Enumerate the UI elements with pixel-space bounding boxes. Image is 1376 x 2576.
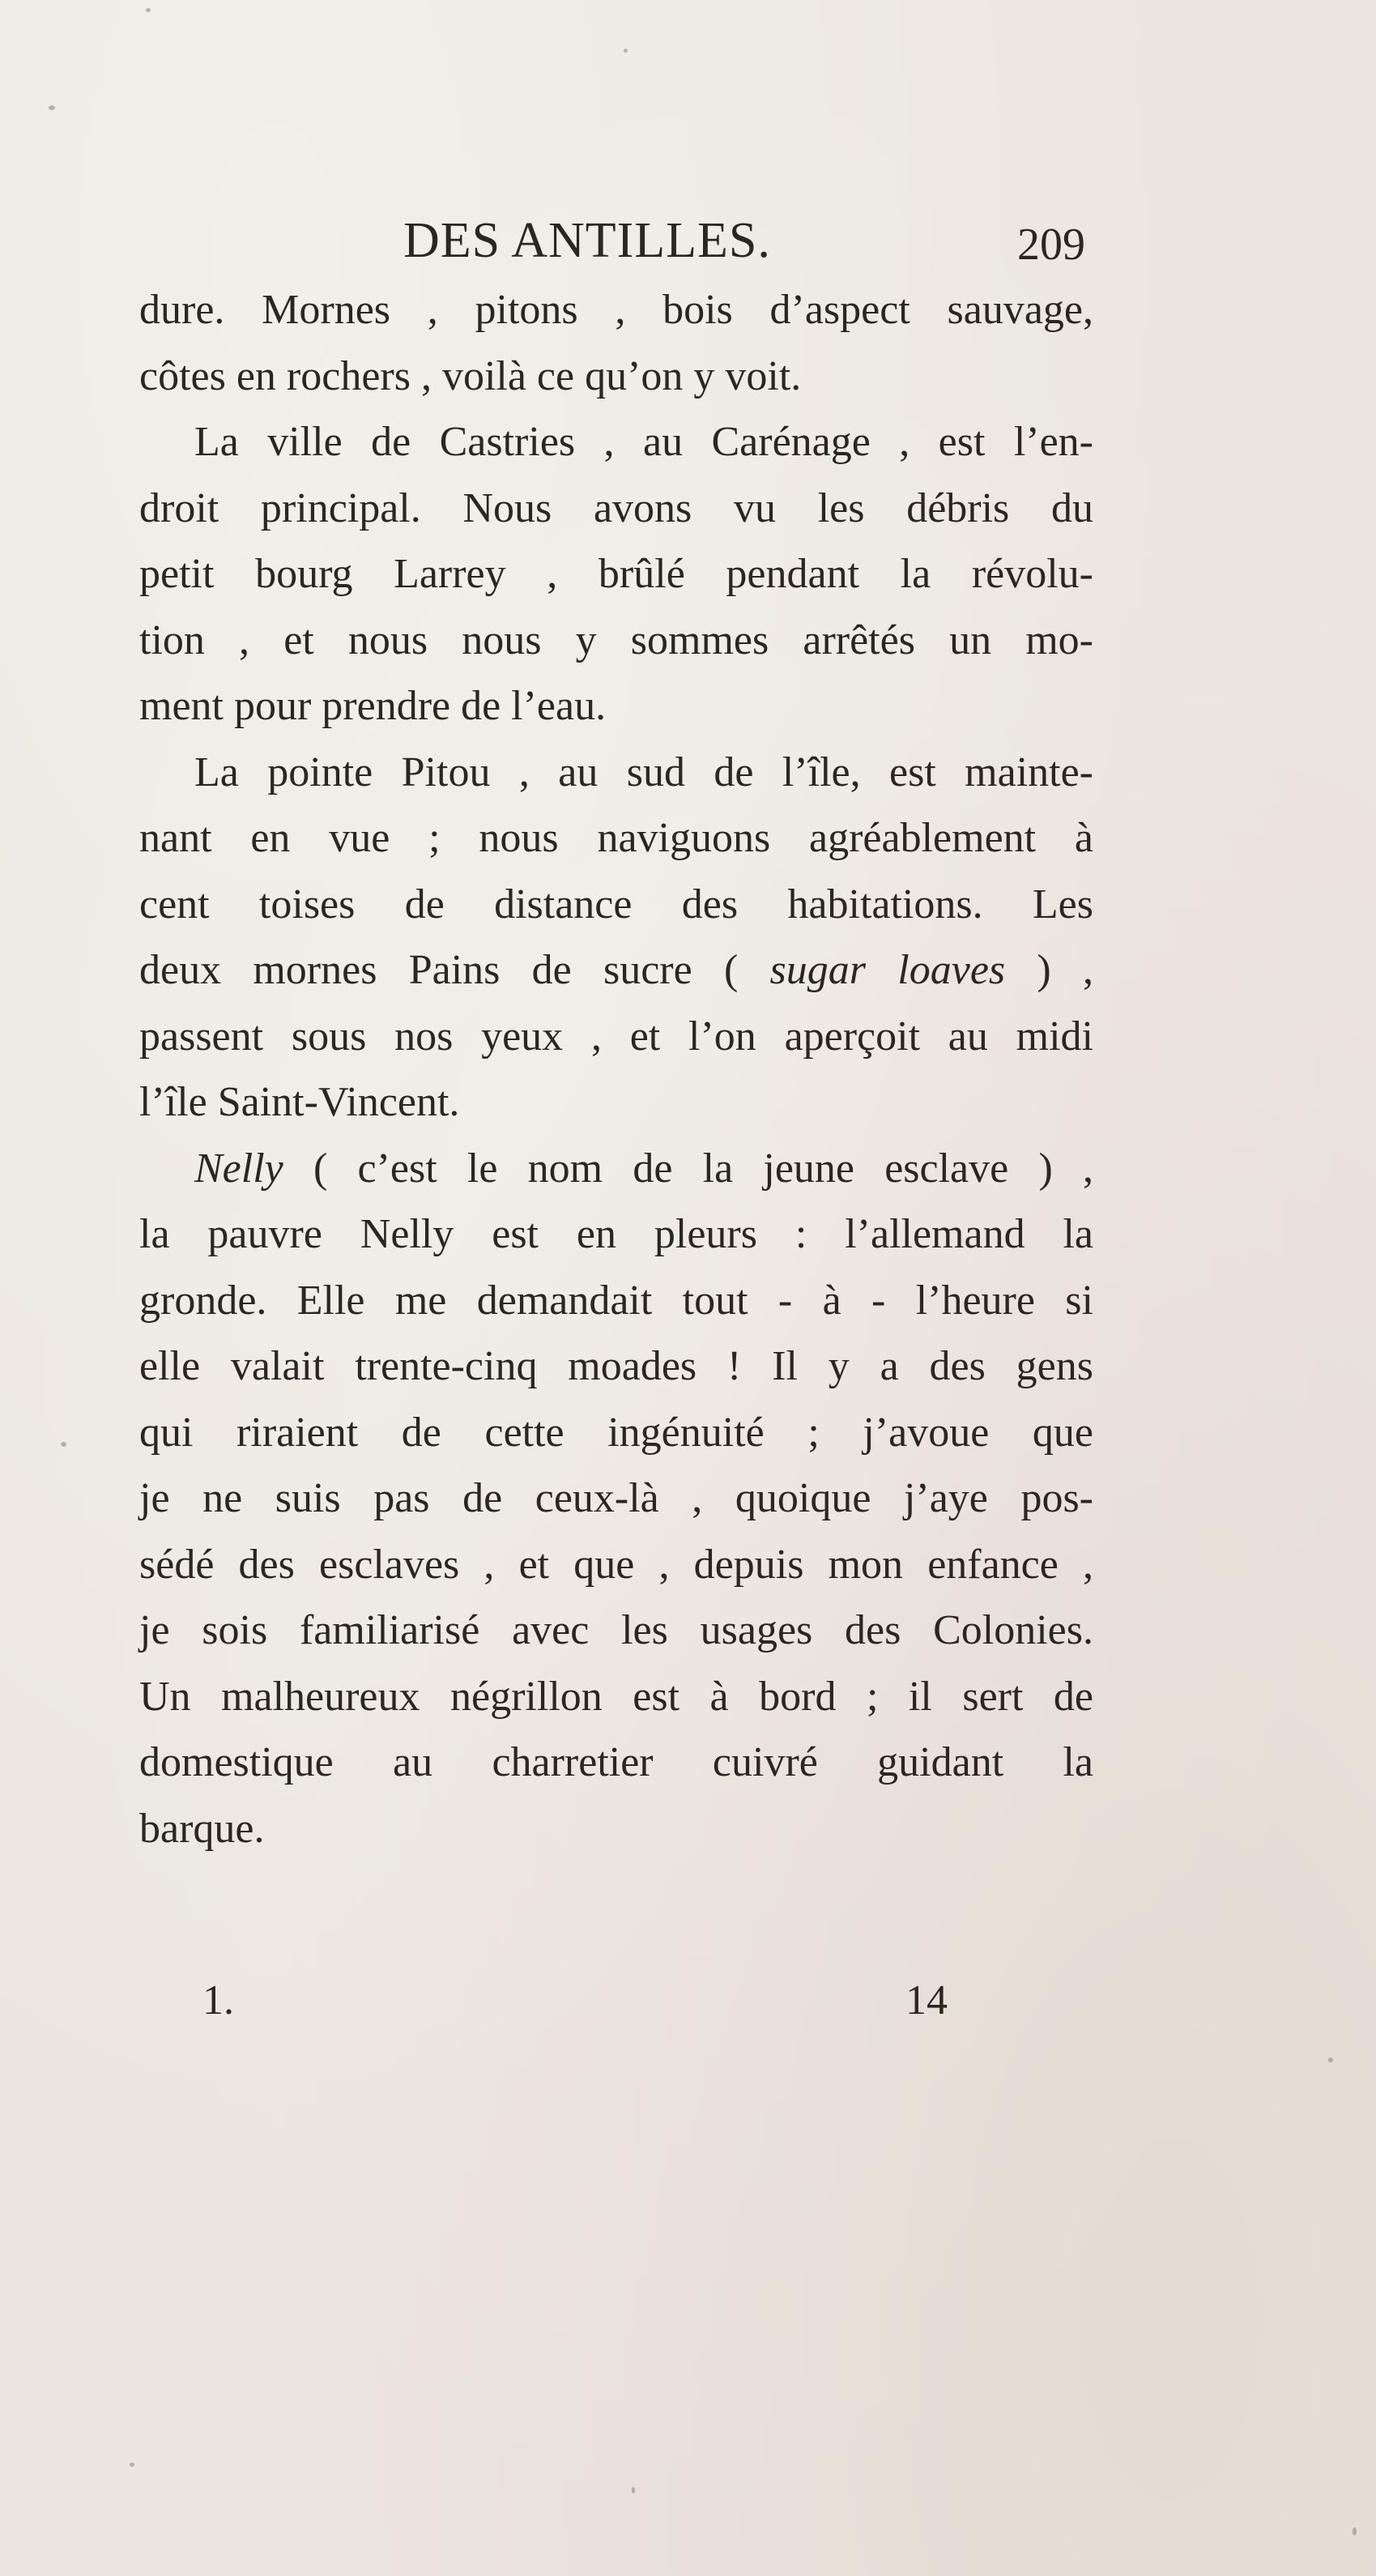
text-line: tion , et nous nous y sommes arrêtés un mo- (139, 616, 1093, 663)
text-line: La ville de Castries , au Carénage , est l’en- (194, 419, 1093, 465)
paper-speck (49, 105, 55, 110)
text-line: qui riraient de cette ingénuité ; j’avoue que (139, 1409, 1093, 1456)
page-header (138, 212, 1085, 277)
text-line: nant en vue ; nous naviguons agréablement à (139, 815, 1093, 861)
text-line: gronde. Elle me demandait tout - à - l’heure si (139, 1277, 1093, 1324)
italic-english-term: sugar loaves (769, 947, 1006, 993)
paper-speck (61, 1442, 66, 1447)
text-line (139, 937, 1093, 1004)
text-line: l’île Saint-Vincent. (139, 1079, 460, 1125)
text-line: Un malheureux négrillon est à bord ; il sert de (139, 1673, 1093, 1720)
text-line: domestique au charretier cuivré guidant la (139, 1739, 1093, 1785)
paper-speck (632, 2487, 635, 2493)
running-title: DES ANTILLES. (403, 213, 771, 268)
text-line: La pointe Pitou , au sud de l’île, est mainte- (194, 748, 1093, 795)
paper-speck (1353, 2527, 1357, 2535)
text-line: barque. (139, 1805, 265, 1852)
text-line: petit bourg Larrey , brûlé pendant la révolu- (139, 551, 1093, 597)
body-text (139, 277, 1093, 1862)
text-segment: ( c’est le nom de la jeune esclave ) , (283, 1145, 1093, 1192)
page-footer (202, 1977, 948, 2033)
text-line: elle valait trente-cinq moades ! Il y a des gens (139, 1343, 1093, 1389)
text-line: droit principal. Nous avons vu les débris du (139, 484, 1093, 531)
italic-name: Nelly (194, 1145, 283, 1192)
text-line: sédé des esclaves , et que , depuis mon enfance , (139, 1541, 1093, 1588)
text-line: côtes en rochers , voilà ce qu’on y voit. (139, 352, 802, 399)
text-line: je sois familiarisé avec les usages des Colonies. (139, 1607, 1093, 1653)
text-segment: ) , (1005, 947, 1093, 993)
text-line: la pauvre Nelly est en pleurs : l’allemand la (139, 1211, 1093, 1257)
text-line (139, 1136, 1093, 1202)
text-line: je ne suis pas de ceux-là , quoique j’aye pos- (139, 1475, 1093, 1521)
text-line: cent toises de distance des habitations. Les (139, 881, 1093, 928)
text-line: dure. Mornes , pitons , bois d’aspect sauvage, (139, 287, 1093, 333)
paper-speck (1328, 2058, 1333, 2062)
page-number: 209 (1017, 220, 1085, 270)
text-segment: deux mornes Pains de sucre ( (139, 947, 770, 993)
paper-speck (146, 8, 151, 12)
gathering-number: 14 (905, 1977, 948, 2024)
text-line: ment pour prendre de l’eau. (139, 683, 607, 729)
text-line: passent sous nos yeux , et l’on aperçoit au midi (139, 1013, 1093, 1060)
paper-speck (624, 49, 628, 53)
signature-mark: 1. (202, 1977, 234, 2024)
paper-speck (130, 2463, 134, 2467)
